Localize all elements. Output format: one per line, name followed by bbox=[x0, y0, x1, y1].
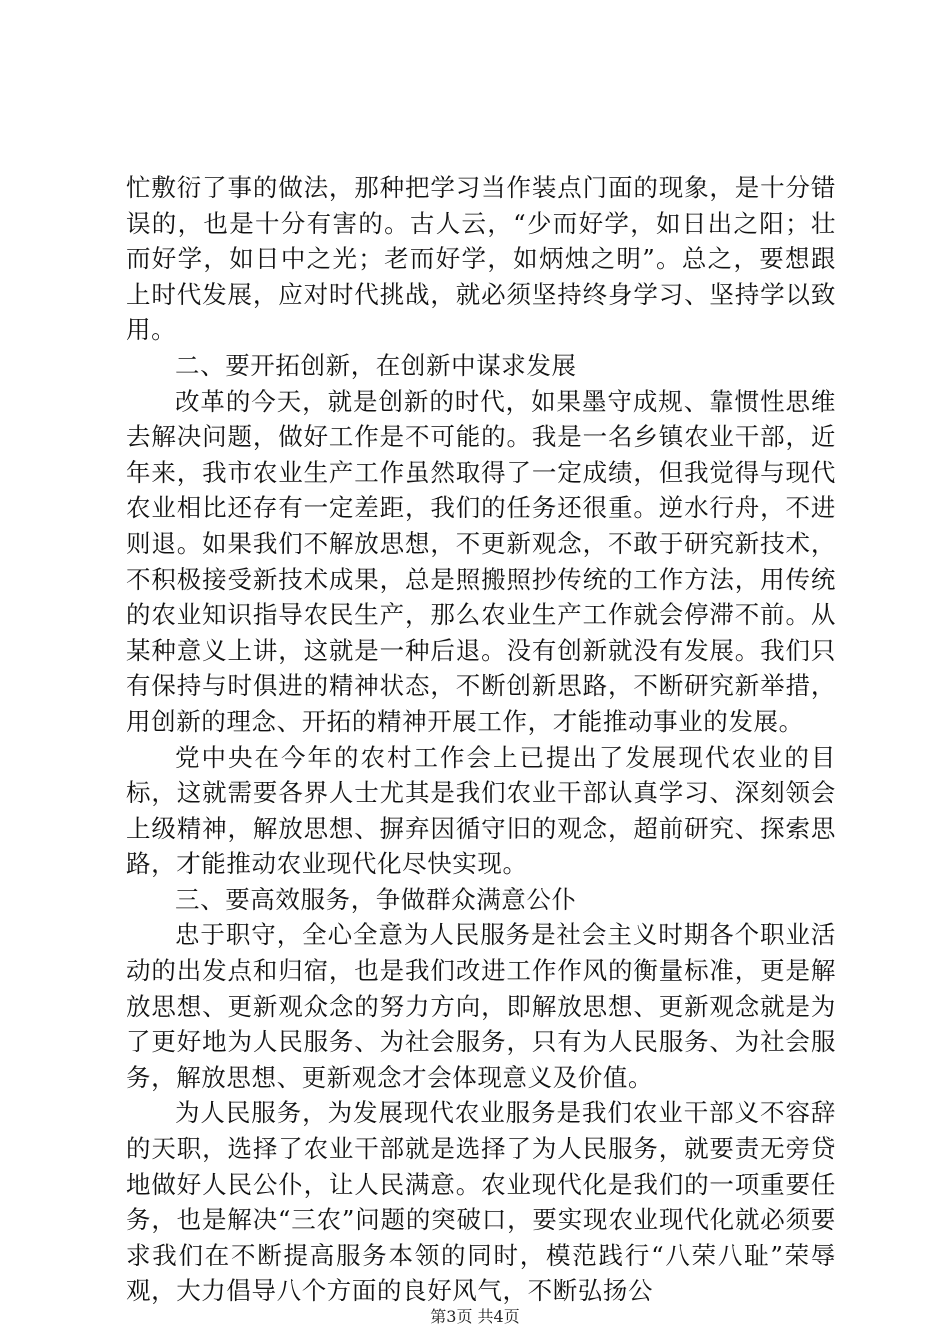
page-footer: 第3页 共4页 bbox=[430, 1307, 520, 1326]
paragraph-service-duty: 忠于职守，全心全意为人民服务是社会主义时期各个职业活动的出发点和归宿，也是我们改进工作作风的衡量标准，更是解放思想、更新观众念的努力方向，即解放思想、更新观念就是为了更好地为人民服务、为社会服务，只有为人民服务、为社会服务，解放思想、更新观念才会体现意义及价值。 bbox=[126, 920, 836, 1092]
section-heading-service: 三、要高效服务，争做群众满意公仆 bbox=[175, 884, 577, 914]
paragraph-continued: 忙敷衍了事的做法，那种把学习当作装点门面的现象，是十分错误的，也是十分有害的。古人云，“少而好学，如日出之阳；壮而好学，如日中之光；老而好学，如炳烛之明”。总之，要想跟上时代发展，应对时代挑战，就必须坚持终身学习、坚持学以致用。 bbox=[126, 173, 836, 345]
paragraph-innovation: 改革的今天，就是创新的时代，如果墨守成规、靠惯性思维去解决问题，做好工作是不可能的。我是一名乡镇农业干部，近年来，我市农业生产工作虽然取得了一定成绩，但我觉得与现代农业相比还存有一定差距，我们的任务还很重。逆水行舟，不进则退。如果我们不解放思想，不更新观念，不敢于研究新技术，不积极接受新技术成果，总是照搬照抄传统的工作方法，用传统的农业知识指导农民生产，那么农业生产工作就会停滞不前。从某种意义上讲，这就是一种后退。没有创新就没有发展。我们只有保持与时俱进的精神状态，不断创新思路，不断研究新举措，用创新的理念、开拓的精神开展工作，才能推动事业的发展。 bbox=[126, 386, 836, 736]
section-heading-innovation: 二、要开拓创新，在创新中谋求发展 bbox=[175, 350, 577, 380]
paragraph-modern-agriculture: 党中央在今年的农村工作会上已提出了发展现代农业的目标，这就需要各界人士尤其是我们农业干部认真学习、深刻领会上级精神，解放思想、摒弃因循守旧的观念，超前研究、探索思路，才能推动农业现代化尽快实现。 bbox=[126, 742, 836, 879]
document-body bbox=[126, 170, 836, 1309]
paragraph-serve-people: 为人民服务，为发展现代农业服务是我们农业干部义不容辞的天职，选择了农业干部就是选择了为人民服务，就要责无旁贷地做好人民公仆，让人民满意。农业现代化是我们的一项重要任务，也是解决“三农”问题的突破口，要实现农业现代化就必须要求我们在不断提高服务本领的同时，模范践行“八荣八耻”荣辱观，大力倡导八个方面的良好风气，不断弘扬公 bbox=[126, 1098, 836, 1306]
